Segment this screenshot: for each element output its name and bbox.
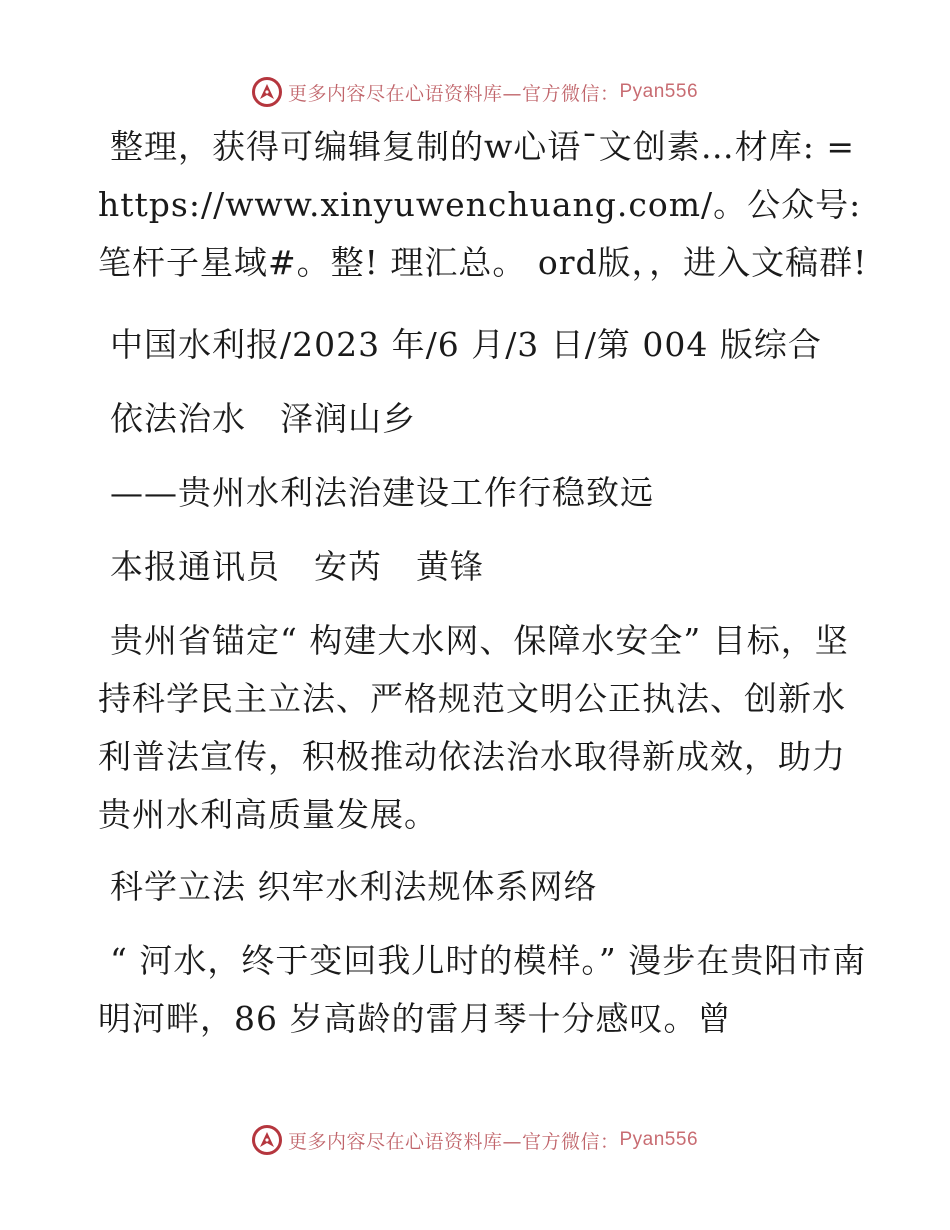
intro-paragraph: 整理，获得可编辑复制的w心语¯文创素…材库: =https://www.xinyuwenchuang.com/。公众号: 笔杆子星域#。整! 理汇总。 ord版，，进入文稿群!: [98, 127, 868, 282]
article-subtitle: ——贵州水利法治建设工作行稳致远: [110, 473, 654, 512]
watermark-footer: [0, 1120, 950, 1160]
watermark-wechat-id: Pyan556: [619, 1129, 699, 1150]
article-byline: 本报通讯员 安芮 黄锋: [110, 547, 484, 586]
pen-nib-seal-icon: [252, 77, 282, 107]
lead-paragraph: 贵州省锚定“ 构建大水网、保障水安全” 目标，坚持科学民主立法、严格规范文明公正执法、创新水利普法宣传，积极推动依法治水取得新成效，助力贵州水利高质量发展。: [98, 621, 849, 834]
watermark-text: 更多内容尽在心语资料库—官方微信：: [287, 82, 620, 105]
article-title: 依法治水 泽润山乡: [110, 399, 416, 438]
body-paragraph: “ 河水，终于变回我儿时的模样。” 漫步在贵阳市南明河畔，86 岁高龄的雷月琴十分感叹。曾: [98, 941, 867, 1038]
section-heading: 科学立法 织牢水利法规体系网络: [110, 867, 598, 906]
pen-nib-seal-icon: [252, 1125, 282, 1155]
watermark-text: 更多内容尽在心语资料库—官方微信：: [287, 1130, 620, 1153]
watermark-header: [0, 72, 950, 112]
watermark-wechat-id: Pyan556: [619, 81, 699, 102]
document-body: [98, 118, 868, 1062]
publication-line: 中国水利报/2023 年/6 月/3 日/第 004 版综合: [110, 325, 822, 364]
